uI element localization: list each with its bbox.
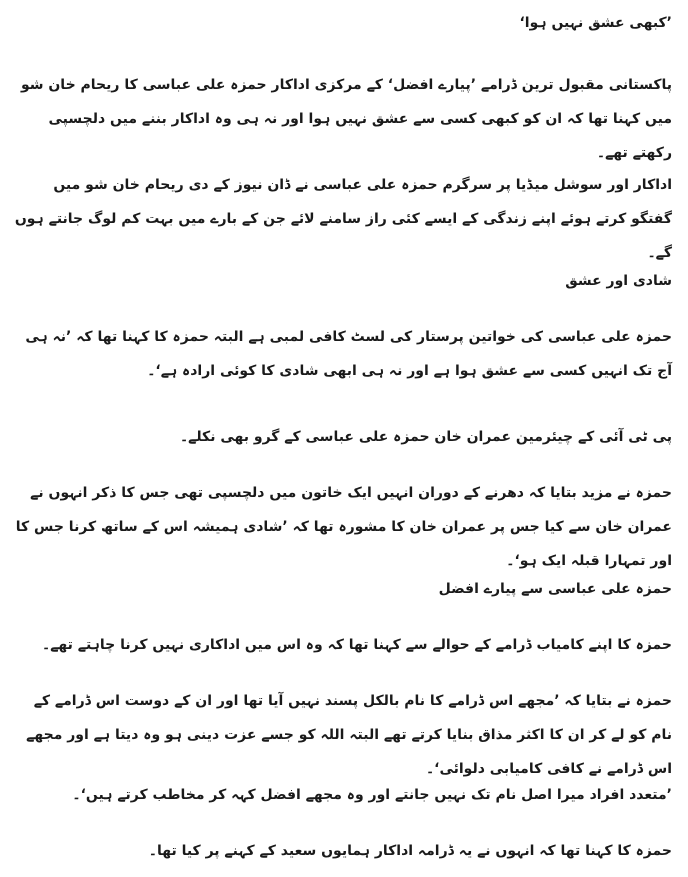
article-title: ’کبھی عشق نہیں ہوا‘	[519, 15, 672, 31]
paragraph: حمزہ نے بتایا کہ ’مجھے اس ڈرامے کا نام بالکل پسند نہیں آیا تھا اور ان کے دوست اس ڈرامے کے نام کو لے کر ان کا اکثر مذاق بنایا کرتے تھے البتہ اللہ کو جسے عزت دینی ہو وہ دیتا ہے اور مجھے اس ڈرامے نے کافی کامیابی دلوائی‘۔	[26, 693, 672, 777]
paragraph: پاکستانی مقبول ترین ڈرامے ’پیارے افضل‘ کے مرکزی اداکار حمزہ علی عباسی کا ریحام خان شو میں کہنا تھا کہ ان کو کبھی کسی سے عشق نہیں ہوا اور نہ ہی وہ اداکار بننے میں دلچسپی رکھتے تھے۔	[20, 77, 672, 161]
paragraph: حمزہ نے مزید بتایا کہ دھرنے کے دوران انہیں ایک خاتون میں دلچسپی تھی جس کا ذکر انہوں نے عمران خان سے کیا جس پر عمران خان کا مشورہ تھا کہ ’شادی ہمیشہ اس کے ساتھ کرنا جس کا اور تمہارا قبلہ ایک ہو‘۔	[15, 485, 672, 569]
paragraph: حمزہ علی عباسی کی خواتین پرستار کی لسٹ کافی لمبی ہے البتہ حمزہ کا کہنا تھا کہ ’نہ ہی آج تک انہیں کسی سے عشق ہوا ہے اور نہ ہی ابھی شادی کا کوئی ارادہ ہے‘۔	[25, 329, 672, 379]
section-heading-pyare-afzal: حمزہ علی عباسی سے پیارے افضل	[438, 581, 672, 597]
paragraph: ’متعدد افراد میرا اصل نام تک نہیں جانتے اور وہ مجھے افضل کہہ کر مخاطب کرتے ہیں‘۔	[72, 787, 672, 803]
section-heading-marriage-love: شادی اور عشق	[565, 273, 672, 289]
paragraph: حمزہ کا اپنے کامیاب ڈرامے کے حوالے سے کہنا تھا کہ وہ اس میں اداکاری نہیں کرنا چاہتے تھے۔	[41, 637, 672, 653]
paragraph: حمزہ کا کہنا تھا کہ انہوں نے یہ ڈرامہ اداکار ہمایوں سعید کے کہنے پر کیا تھا۔	[148, 843, 672, 859]
paragraph: پی ٹی آئی کے چیئرمین عمران خان حمزہ علی عباسی کے گرو بھی نکلے۔	[179, 429, 672, 445]
paragraph: اداکار اور سوشل میڈیا پر سرگرم حمزہ علی عباسی نے ڈان نیوز کے دی ریحام خان شو میں گفتگو کرتے ہوئے اپنے زندگی کے ایسے کئی راز سامنے لائے جن کے بارے میں بہت کم لوگ جانتے ہوں گے۔	[14, 177, 672, 261]
